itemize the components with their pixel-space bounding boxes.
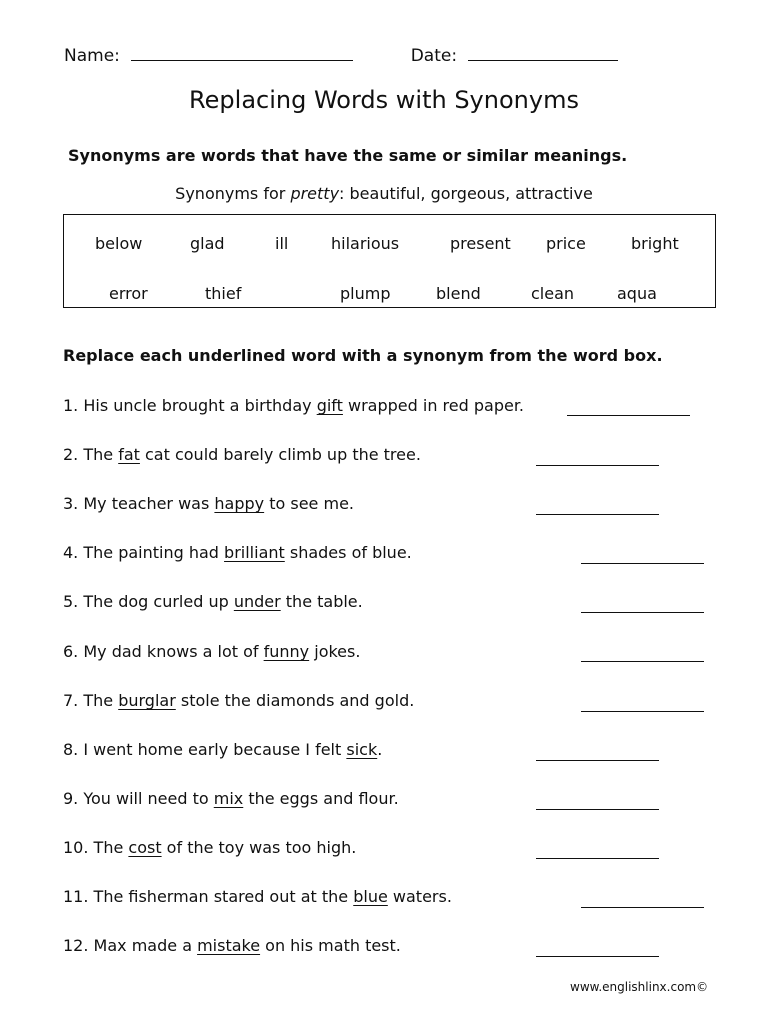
question-text-after: on his math test. (260, 936, 401, 955)
question-8 (63, 740, 382, 759)
date-field[interactable] (468, 46, 618, 61)
question-text-before: You will need to (83, 789, 214, 808)
answer-blank-3[interactable] (536, 513, 659, 515)
question-number: 12. (63, 936, 89, 955)
question-text-after: the table. (280, 592, 363, 611)
question-text-before: The (93, 838, 129, 857)
answer-blank-12[interactable] (536, 955, 659, 957)
question-3 (63, 494, 354, 513)
word-box-item: aqua (617, 284, 657, 303)
question-number: 2. (63, 445, 79, 464)
answer-blank-2[interactable] (536, 464, 659, 466)
question-text-after: jokes. (309, 642, 361, 661)
underlined-word: burglar (118, 691, 176, 710)
name-date-row (64, 46, 618, 66)
word-box-item: clean (531, 284, 575, 303)
underlined-word: cost (128, 838, 162, 857)
answer-blank-7[interactable] (581, 710, 704, 712)
question-number: 7. (63, 691, 79, 710)
question-7 (63, 691, 414, 710)
underlined-word: mix (213, 789, 244, 808)
question-11 (63, 887, 452, 906)
question-number: 4. (63, 543, 79, 562)
underlined-word: gift (316, 396, 343, 415)
word-box-item: error (109, 284, 148, 303)
question-number: 11. (63, 887, 89, 906)
question-text-before: The fisherman stared out at the (93, 887, 354, 906)
word-box-item: glad (190, 234, 225, 253)
underlined-word: mistake (197, 936, 261, 955)
answer-blank-4[interactable] (581, 562, 704, 564)
question-text-after: of the toy was too high. (161, 838, 357, 857)
question-text-after: the eggs and flour. (243, 789, 399, 808)
website-credit: www.englishlinx.com© (570, 980, 709, 994)
question-5 (63, 592, 363, 611)
underlined-word: fat (118, 445, 140, 464)
question-number: 8. (63, 740, 79, 759)
underlined-word: sick (346, 740, 378, 759)
question-number: 6. (63, 642, 79, 661)
word-box-item: blend (436, 284, 481, 303)
question-text-before: The dog curled up (83, 592, 234, 611)
question-number: 1. (63, 396, 79, 415)
question-text-after: shades of blue. (284, 543, 412, 562)
answer-blank-1[interactable] (567, 414, 690, 416)
question-9 (63, 789, 399, 808)
underlined-word: brilliant (224, 543, 285, 562)
word-box-item: hilarious (331, 234, 400, 253)
worksheet-title: Replacing Words with Synonyms (189, 86, 579, 114)
word-box-item: below (95, 234, 143, 253)
question-text-before: The (83, 691, 119, 710)
question-text-before: My dad knows a lot of (83, 642, 264, 661)
answer-blank-5[interactable] (581, 611, 704, 613)
question-text-before: Max made a (93, 936, 198, 955)
example-line (0, 184, 768, 203)
instructions-text: Replace each underlined word with a synonym from the word box. (63, 346, 663, 365)
answer-blank-9[interactable] (536, 808, 659, 810)
word-box-item: price (546, 234, 586, 253)
date-label: Date: (410, 46, 458, 66)
question-text-after: stole the diamonds and gold. (175, 691, 415, 710)
word-box-item: thief (205, 284, 242, 303)
question-text-after: cat could barely climb up the tree. (139, 445, 421, 464)
question-number: 10. (63, 838, 89, 857)
name-label: Name: (64, 46, 120, 66)
example-word: pretty (290, 184, 340, 203)
underlined-word: happy (214, 494, 265, 513)
question-text-before: My teacher was (83, 494, 215, 513)
question-text-before: The (83, 445, 119, 464)
underlined-word: under (233, 592, 281, 611)
question-text-after: to see me. (264, 494, 354, 513)
answer-blank-10[interactable] (536, 857, 659, 859)
question-text-before: I went home early because I felt (83, 740, 347, 759)
question-text-before: The painting had (83, 543, 225, 562)
word-box-item: present (450, 234, 511, 253)
underlined-word: funny (263, 642, 310, 661)
answer-blank-6[interactable] (581, 660, 704, 662)
word-box-item: plump (340, 284, 391, 303)
word-box-item: bright (631, 234, 679, 253)
question-text-after: . (377, 740, 383, 759)
question-number: 3. (63, 494, 79, 513)
word-box (63, 214, 716, 308)
question-6 (63, 642, 360, 661)
question-2 (63, 445, 421, 464)
word-box-item: ill (275, 234, 289, 253)
question-text-before: His uncle brought a birthday (83, 396, 317, 415)
question-10 (63, 838, 356, 857)
definition-text: Synonyms are words that have the same or similar meanings. (68, 146, 628, 165)
question-text-after: waters. (387, 887, 452, 906)
question-1 (63, 396, 524, 415)
name-field[interactable] (131, 46, 353, 61)
question-4 (63, 543, 412, 562)
answer-blank-11[interactable] (581, 906, 704, 908)
example-prefix: Synonyms for (175, 184, 291, 203)
answer-blank-8[interactable] (536, 759, 659, 761)
example-suffix: : beautiful, gorgeous, attractive (339, 184, 593, 203)
question-number: 9. (63, 789, 79, 808)
question-number: 5. (63, 592, 79, 611)
question-text-after: wrapped in red paper. (342, 396, 525, 415)
question-12 (63, 936, 401, 955)
underlined-word: blue (353, 887, 388, 906)
